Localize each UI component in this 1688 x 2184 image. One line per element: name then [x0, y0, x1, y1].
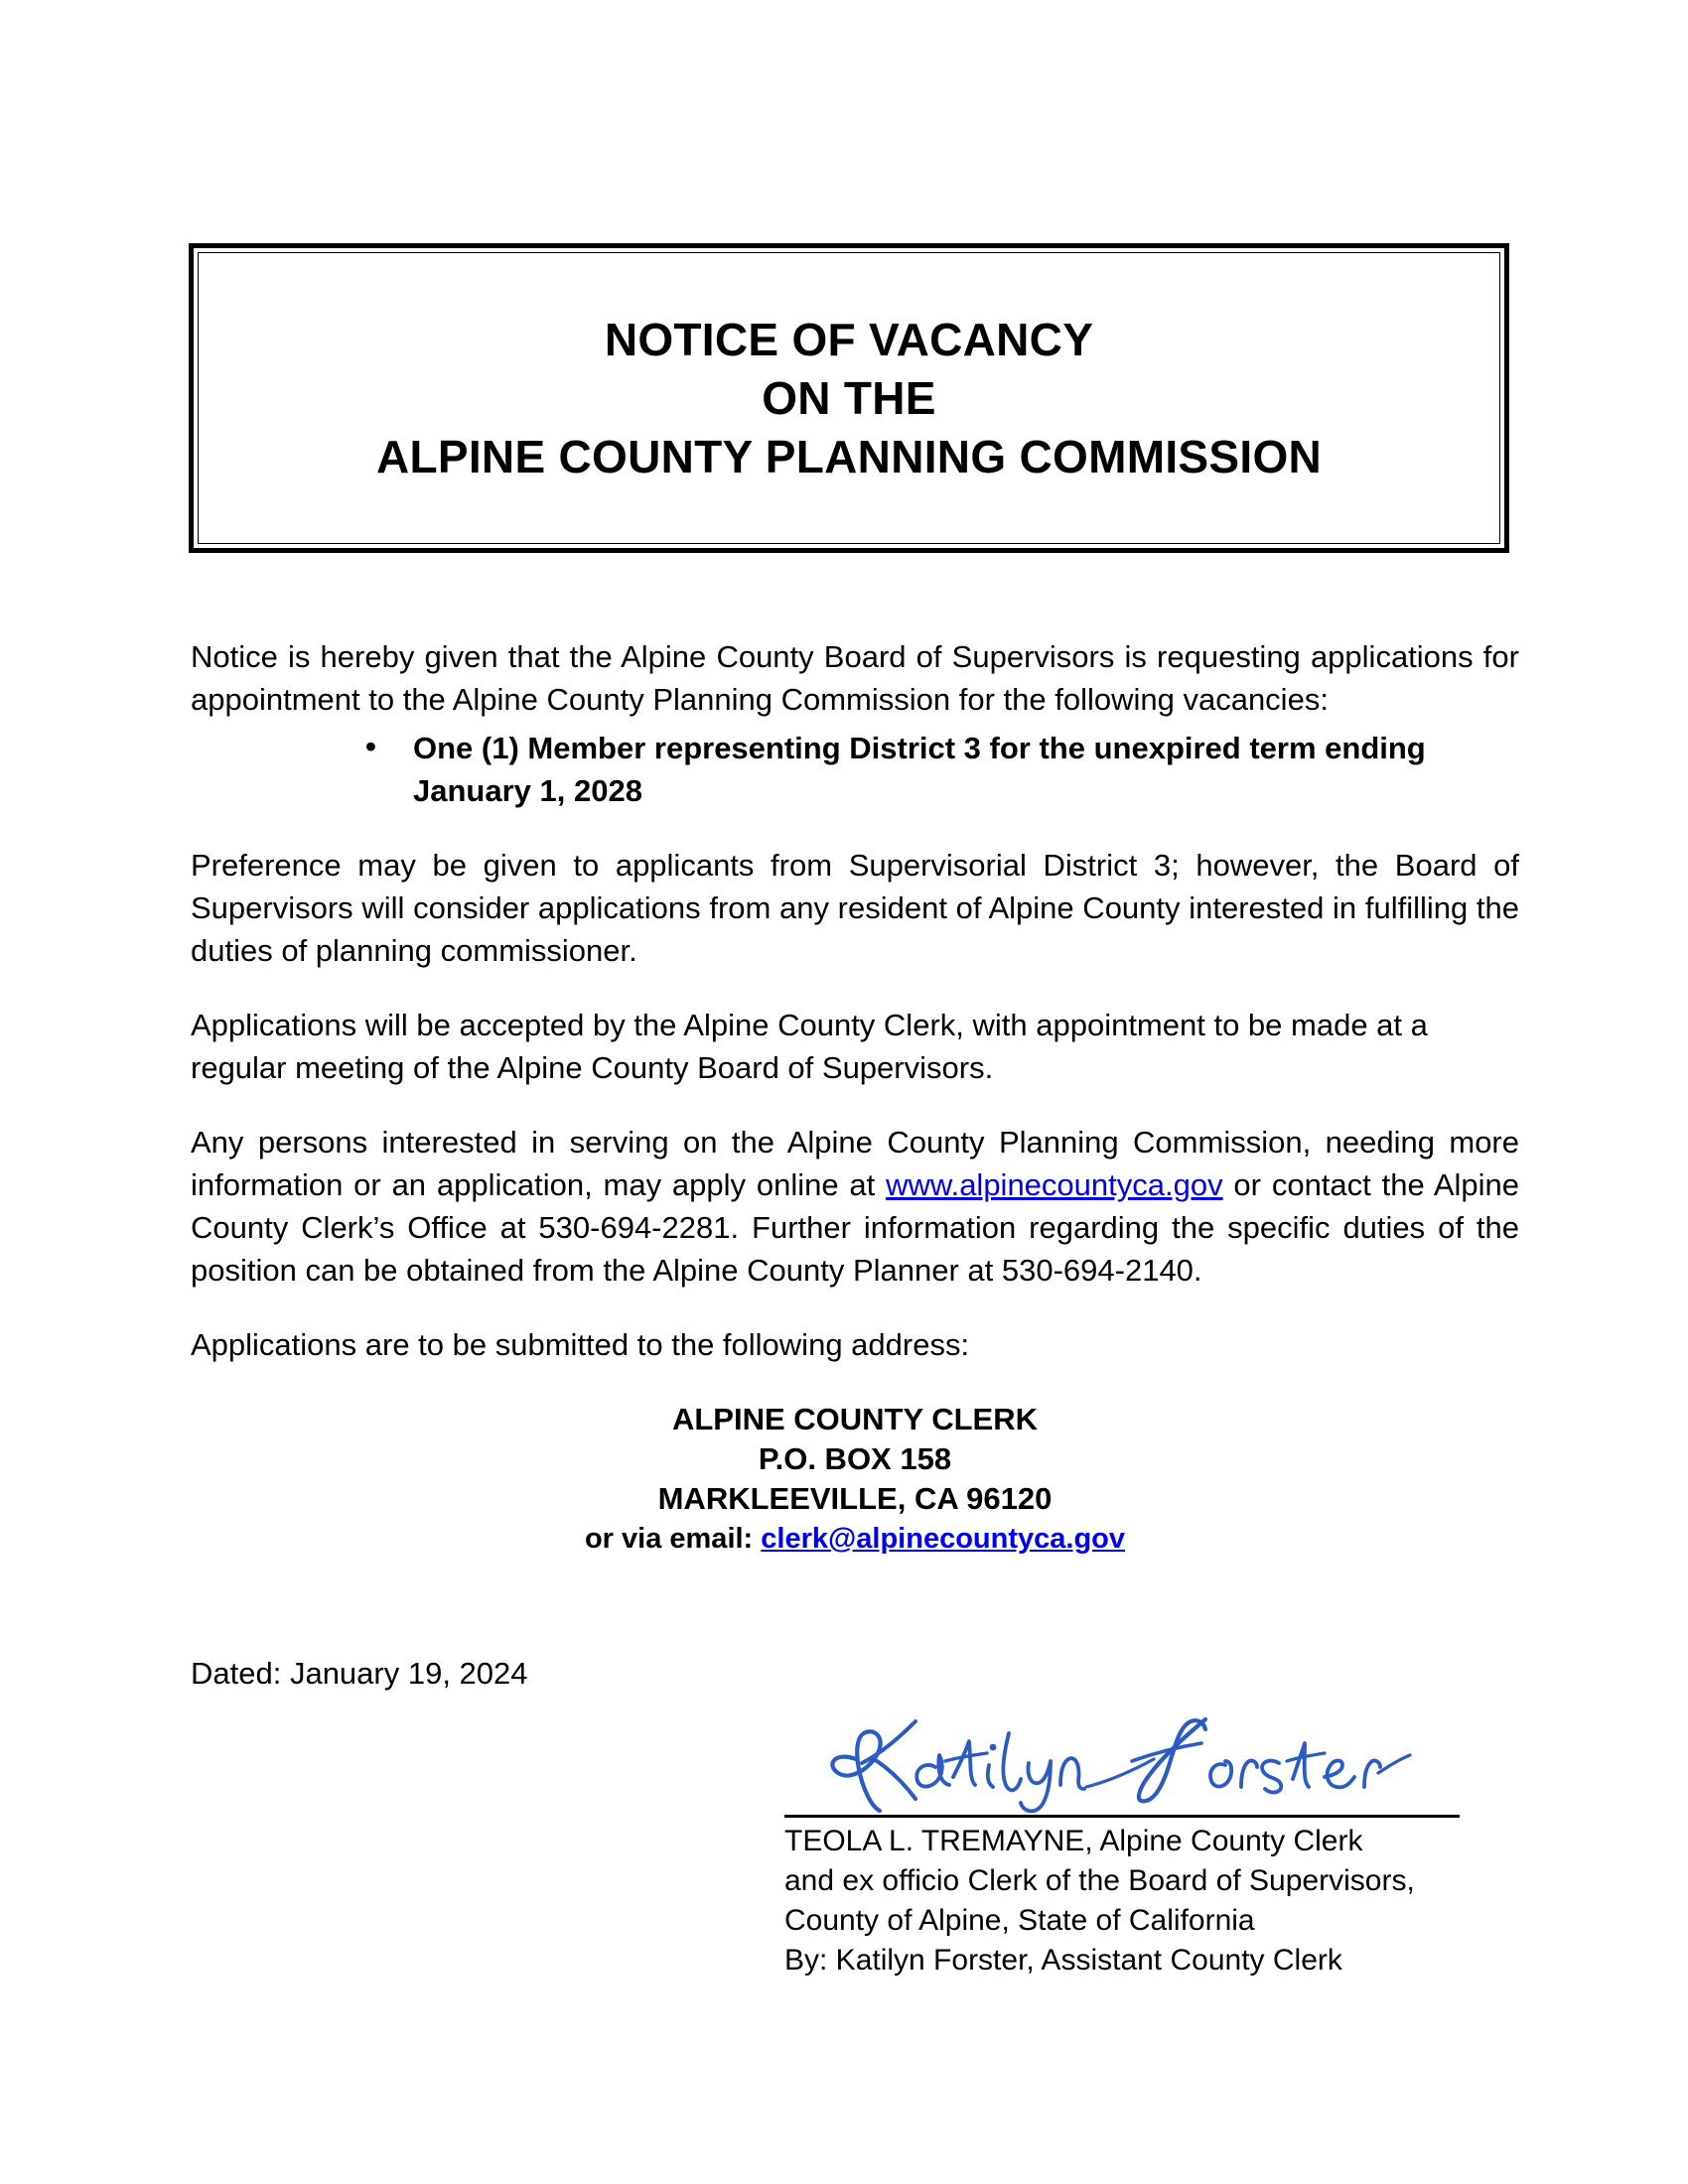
signature-by-line: By: Katilyn Forster, Assistant County Clerk — [784, 1944, 1342, 1977]
spacer — [191, 1089, 1519, 1121]
signature-block — [784, 1704, 1479, 1980]
signature-title-line-2: County of Alpine, State of California — [784, 1904, 1255, 1937]
website-link[interactable]: www.alpinecountyca.gov — [886, 1167, 1223, 1202]
address-line-1: ALPINE COUNTY CLERK — [671, 1402, 1038, 1436]
acceptance-paragraph: Applications will be accepted by the Alpine County Clerk, with appointment to be made at a regular meeting of the Alpine County Board of Supervisors. — [191, 1008, 1428, 1085]
email-link[interactable]: clerk@alpinecountyca.gov — [761, 1523, 1126, 1555]
preference-paragraph: Preference may be given to applicants from Supervisorial District 3; however, the Board of Supervisors will consider applications from any resident of Alpine County interested in fulfilling the duties of planning commissioner. — [191, 848, 1519, 968]
intro-paragraph: Notice is hereby given that the Alpine County Board of Supervisors is requesting applications for appointment to the Alpine County Planning Commission for the following vacancies: — [191, 639, 1519, 717]
mailing-address-block — [191, 1400, 1519, 1559]
signature-rule — [784, 1815, 1460, 1818]
title-line-3: ALPINE COUNTY PLANNING COMMISSION — [375, 430, 1323, 482]
title-line-2: ON THE — [762, 371, 936, 424]
document-body — [191, 635, 1519, 1559]
contact-paragraph — [191, 1121, 1519, 1292]
email-line — [191, 1519, 1519, 1559]
address-line-3: MARKLEEVILLE, CA 96120 — [657, 1481, 1053, 1516]
address-line-2: P.O. BOX 158 — [758, 1441, 952, 1476]
spacer — [191, 1292, 1519, 1323]
contact-text-after-link: or contact the Alpine County Clerk’s Office at 530-694-2281. Further information regarding the specific duties of the position can be obtained from the Alpine County Planner at 530-694-2140. — [191, 1167, 1519, 1288]
spacer — [191, 972, 1519, 1004]
vacancy-bullet-list — [191, 727, 1519, 812]
signature-title-line-1: and ex officio Clerk of the Board of Supervisors, — [784, 1864, 1415, 1897]
signature-name-line: TEOLA L. TREMAYNE, Alpine County Clerk — [784, 1825, 1363, 1857]
title-box — [189, 243, 1509, 553]
signature-image — [804, 1704, 1479, 1815]
contact-text-before-link: Any persons interested in serving on the Alpine County Planning Commission, needing more information or an application, may apply online at — [191, 1125, 1519, 1202]
dated-line: Dated: January 19, 2024 — [191, 1656, 528, 1691]
title-box-inner-border — [198, 252, 1500, 544]
title-line-1: NOTICE OF VACANCY — [604, 313, 1094, 365]
email-label: or via email: — [584, 1523, 762, 1555]
submit-intro-paragraph: Applications are to be submitted to the following address: — [191, 1327, 970, 1362]
spacer — [191, 812, 1519, 844]
list-item: • One (1) Member representing District 3 for the unexpired term ending January 1, 2028 — [357, 727, 1519, 812]
